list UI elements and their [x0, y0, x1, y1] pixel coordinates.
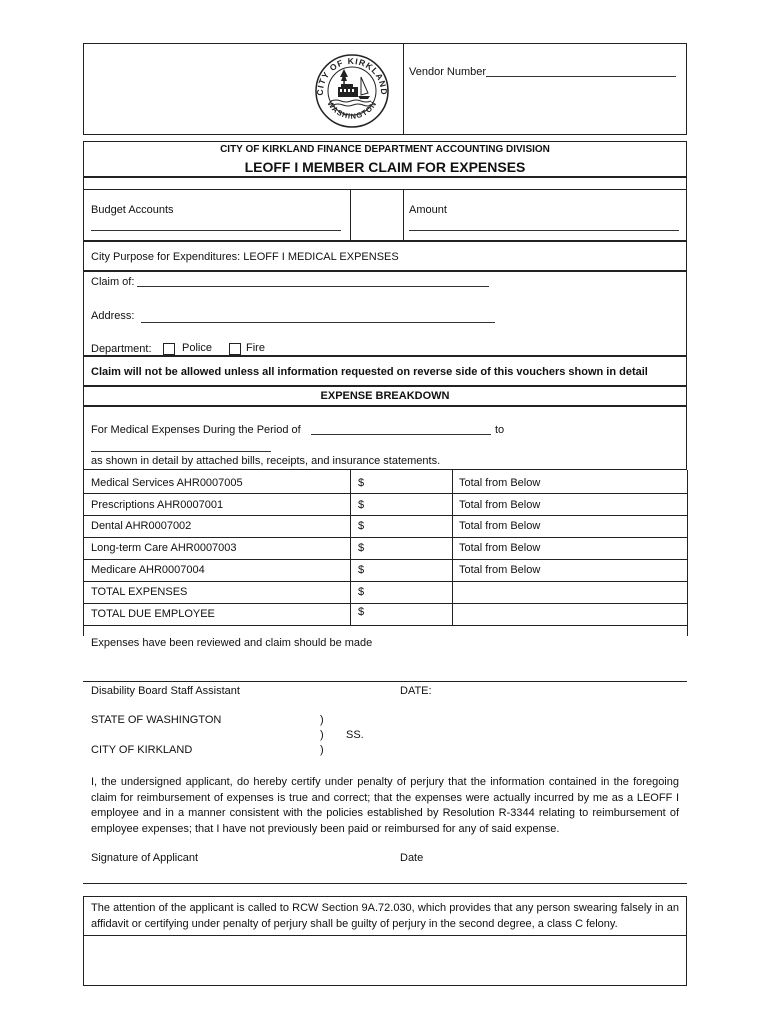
department-label: Department:: [91, 343, 152, 355]
signature-label: Signature of Applicant: [91, 852, 199, 864]
expense-row-label: Medical Services AHR0007005: [91, 477, 243, 489]
expense-row-note: Total from Below: [459, 564, 541, 576]
expense-row-note: Total from Below: [459, 542, 541, 554]
accounts-divider-left: [350, 189, 351, 241]
total-expenses-label: TOTAL EXPENSES: [91, 586, 188, 598]
period-end-field[interactable]: [91, 451, 271, 452]
paren-2: ): [320, 729, 324, 741]
claim-of-field[interactable]: [137, 286, 489, 287]
police-checkbox[interactable]: [163, 343, 175, 355]
amount-field[interactable]: [409, 230, 679, 231]
claim-of-label: Claim of:: [91, 276, 135, 288]
city-label: CITY OF KIRKLAND: [91, 744, 193, 756]
total-due-currency: $: [358, 606, 365, 618]
expense-row-label: Prescriptions AHR0007001: [91, 499, 224, 511]
police-label: Police: [182, 342, 212, 354]
svg-text:CITY OF KIRKLAND: CITY OF KIRKLAND: [314, 55, 390, 96]
expense-row-currency: $: [358, 520, 365, 532]
header-divider: [403, 43, 404, 135]
period-to-text: to: [495, 424, 505, 436]
fire-checkbox[interactable]: [229, 343, 241, 355]
staff-assistant-label: Disability Board Staff Assistant: [91, 685, 240, 697]
accounts-divider-right: [403, 189, 404, 241]
form-title: LEOFF I MEMBER CLAIM FOR EXPENSES: [244, 159, 526, 175]
signature-date-label: Date: [400, 852, 424, 864]
expense-row-note: Total from Below: [459, 520, 541, 532]
expense-row-currency: $: [358, 564, 365, 576]
expense-row-label: Long-term Care AHR0007003: [91, 542, 237, 554]
table-rule: [83, 493, 687, 494]
review-date-label: DATE:: [400, 685, 432, 697]
paren-1: ): [320, 714, 324, 726]
expense-row-currency: $: [358, 542, 365, 554]
review-signature-line[interactable]: [83, 681, 687, 682]
breakdown-heading: EXPENSE BREAKDOWN: [320, 390, 450, 402]
budget-accounts-label: Budget Accounts: [91, 204, 174, 216]
table-rule: [83, 625, 687, 626]
amount-label: Amount: [409, 204, 447, 216]
table-right-border: [687, 470, 688, 636]
ss-label: SS.: [346, 729, 364, 741]
paren-3: ): [320, 744, 324, 756]
address-field[interactable]: [141, 322, 495, 323]
fire-label: Fire: [246, 342, 265, 354]
expense-row-currency: $: [358, 499, 365, 511]
table-rule: [83, 537, 687, 538]
claim-warning: Claim will not be allowed unless all information requested on reverse side of this vouchers shown in detail: [91, 366, 648, 378]
vendor-number-label: Vendor Number: [409, 66, 487, 78]
city-seal-logo: [314, 53, 390, 129]
period-start-field[interactable]: [311, 434, 491, 435]
total-due-label: TOTAL DUE EMPLOYEE: [91, 608, 215, 620]
svg-text:WASHINGTON: WASHINGTON: [325, 99, 379, 121]
table-left-border: [83, 470, 84, 636]
certification-paragraph: I, the undersigned applicant, do hereby certify under penalty of perjury that the information contained in the foregoing claim for reimbursement of expenses is true and correct; that the expenses were actually incurred by me as a LEOFF I employee and in a manner consistent with the policies established by Resolution R-3344 relating to reimbursement of employee expenses; that I have not previously been paid or reimbursed for any of said expense.: [91, 776, 679, 835]
accounts-top-rule: [83, 189, 687, 190]
expense-row-note: Total from Below: [459, 499, 541, 511]
address-label: Address:: [91, 310, 135, 322]
total-expenses-currency: $: [358, 586, 365, 598]
expense-row-currency: $: [358, 477, 365, 489]
perjury-notice: The attention of the applicant is called to RCW Section 9A.72.030, which provides that any person swearing falsely in an affidavit or certifying under penalty of perjury shall be guilty of perjury in the second degree, a class C felony.: [91, 902, 679, 930]
attached-bills-text: as shown in detail by attached bills, receipts, and insurance statements.: [91, 455, 441, 467]
department-line: CITY OF KIRKLAND FINANCE DEPARTMENT ACCOUNTING DIVISION: [220, 144, 550, 155]
notice-divider: [83, 935, 687, 936]
table-rule: [83, 603, 687, 604]
city-purpose-text: City Purpose for Expenditures: LEOFF I MEDICAL EXPENSES: [91, 251, 399, 263]
expense-row-label: Dental AHR0007002: [91, 520, 192, 532]
applicant-signature-line[interactable]: [83, 883, 687, 884]
state-label: STATE OF WASHINGTON: [91, 714, 222, 726]
reviewed-text: Expenses have been reviewed and claim should be made: [91, 637, 373, 649]
budget-accounts-field[interactable]: [91, 230, 341, 231]
table-rule: [83, 581, 687, 582]
table-rule: [83, 515, 687, 516]
expense-row-note: Total from Below: [459, 477, 541, 489]
table-rule: [83, 559, 687, 560]
period-text: For Medical Expenses During the Period of: [91, 424, 301, 436]
vendor-number-field[interactable]: [486, 76, 676, 77]
expense-row-label: Medicare AHR0007004: [91, 564, 205, 576]
